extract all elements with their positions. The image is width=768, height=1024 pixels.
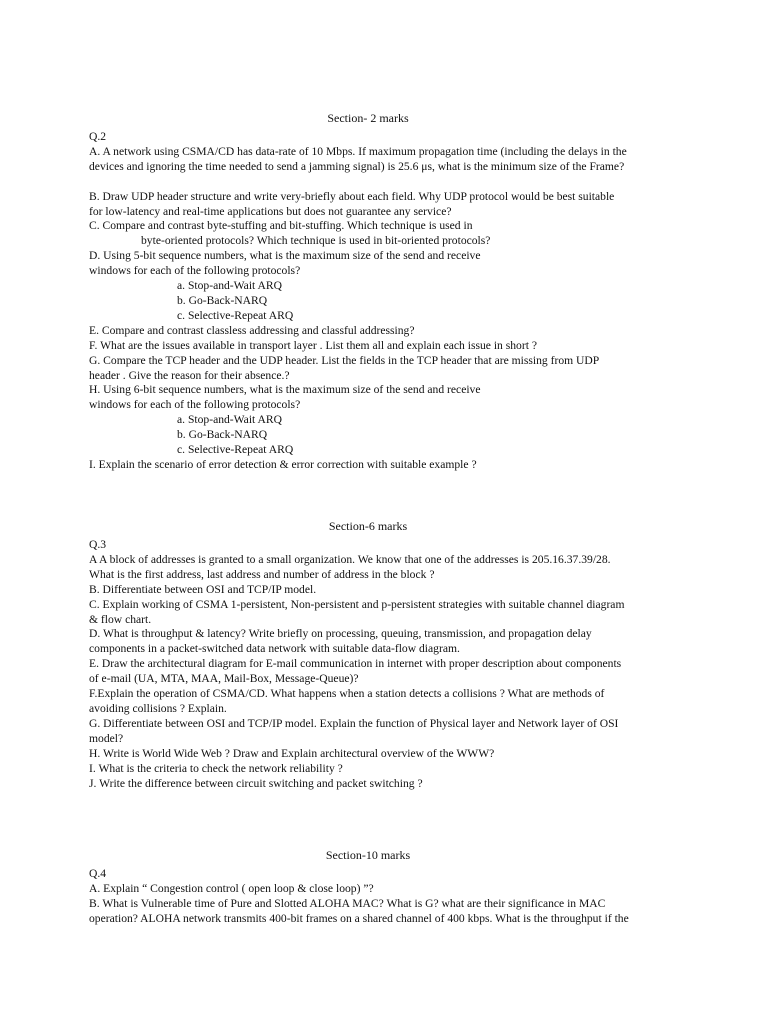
- section-10-marks: [89, 848, 689, 927]
- section-2-marks: [89, 111, 689, 473]
- question-line: a. Stop-and-Wait ARQ: [177, 413, 283, 427]
- question-line: D. What is throughput & latency? Write briefly on processing, queuing, transmission, and propagation delay: [89, 627, 592, 641]
- question-list: [89, 145, 689, 473]
- question-line: components in a packet-switched data network with suitable data-flow diagram.: [89, 642, 460, 656]
- question-line: G. Differentiate between OSI and TCP/IP model. Explain the function of Physical layer and Network layer of OSI: [89, 716, 619, 730]
- section-title: Section-6 marks: [328, 519, 408, 533]
- question-line: avoiding collisions ? Explain.: [89, 701, 227, 715]
- question-line: E. Compare and contrast classless addressing and classful addressing?: [89, 323, 415, 337]
- question-line: A. A network using CSMA/CD has data-rate of 10 Mbps. If maximum propagation time (including the delays in the: [89, 144, 627, 158]
- question-line: model?: [89, 731, 124, 745]
- question-line: I. Explain the scenario of error detection & error correction with suitable example ?: [89, 457, 477, 471]
- question-line: G. Compare the TCP header and the UDP header. List the fields in the TCP header that are missing from UDP: [89, 353, 600, 367]
- question-line: for low-latency and real-time applications but does not guarantee any service?: [89, 204, 452, 218]
- question-line: A A block of addresses is granted to a small organization. We know that one of the addresses is 205.16.37.39/28.: [89, 552, 611, 566]
- question-list: [89, 882, 689, 927]
- question-line: header . Give the reason for their absence.?: [89, 368, 290, 382]
- question-line: c. Selective-Repeat ARQ: [177, 308, 294, 322]
- question-line: C. Explain working of CSMA 1-persistent, Non-persistent and p-persistent strategies with suitable channel diagram: [89, 597, 625, 611]
- question-line: byte-oriented protocols? Which technique is used in bit-oriented protocols?: [141, 234, 491, 248]
- question-line: operation? ALOHA network transmits 400-bit frames on a shared channel of 400 kbps. What is the throughput if the: [89, 911, 629, 925]
- question-line: H. Write is World Wide Web ? Draw and Explain architectural overview of the WWW?: [89, 746, 495, 760]
- section-6-marks: [89, 519, 689, 791]
- question-line: A. Explain “ Congestion control ( open loop & close loop) ”?: [89, 881, 374, 895]
- question-number: Q.2: [89, 130, 107, 143]
- question-number: Q.4: [89, 867, 107, 880]
- question-line: b. Go-Back-NARQ: [177, 293, 268, 307]
- question-line: B. What is Vulnerable time of Pure and Slotted ALOHA MAC? What is G? what are their significance in MAC: [89, 896, 606, 910]
- question-line: b. Go-Back-NARQ: [177, 428, 268, 442]
- question-line: H. Using 6-bit sequence numbers, what is the maximum size of the send and receive: [89, 383, 481, 397]
- question-line: windows for each of the following protocols?: [89, 398, 301, 412]
- question-line: devices and ignoring the time needed to send a jamming signal) is 25.6 μs, what is the minimum size of the Frame?: [89, 159, 625, 173]
- question-line: B. Differentiate between OSI and TCP/IP model.: [89, 582, 317, 596]
- question-line: D. Using 5-bit sequence numbers, what is the maximum size of the send and receive: [89, 249, 481, 263]
- question-line: F.Explain the operation of CSMA/CD. What happens when a station detects a collisions ? What are methods of: [89, 687, 605, 701]
- question-line: F. What are the issues available in transport layer . List them all and explain each issue in short ?: [89, 338, 537, 352]
- question-line: B. Draw UDP header structure and write very-briefly about each field. Why UDP protocol would be best suitable: [89, 189, 615, 203]
- question-line: What is the first address, last address and number of address in the block ?: [89, 567, 435, 581]
- question-line: I. What is the criteria to check the network reliability ?: [89, 761, 343, 775]
- question-line: of e-mail (UA, MTA, MAA, Mail-Box, Message-Queue)?: [89, 672, 359, 686]
- blank-line: [89, 175, 689, 190]
- question-list: [89, 553, 689, 792]
- section-title: Section- 2 marks: [327, 111, 409, 125]
- question-line: E. Draw the architectural diagram for E-mail communication in internet with proper description about components: [89, 657, 622, 671]
- question-line: c. Selective-Repeat ARQ: [177, 443, 294, 457]
- question-line: C. Compare and contrast byte-stuffing and bit-stuffing. Which technique is used in: [89, 219, 473, 233]
- question-line: & flow chart.: [89, 612, 152, 626]
- section-title: Section-10 marks: [325, 848, 411, 862]
- question-number: Q.3: [89, 538, 107, 551]
- question-line: a. Stop-and-Wait ARQ: [177, 279, 283, 293]
- question-line: windows for each of the following protocols?: [89, 264, 301, 278]
- question-line: J. Write the difference between circuit switching and packet switching ?: [89, 776, 423, 790]
